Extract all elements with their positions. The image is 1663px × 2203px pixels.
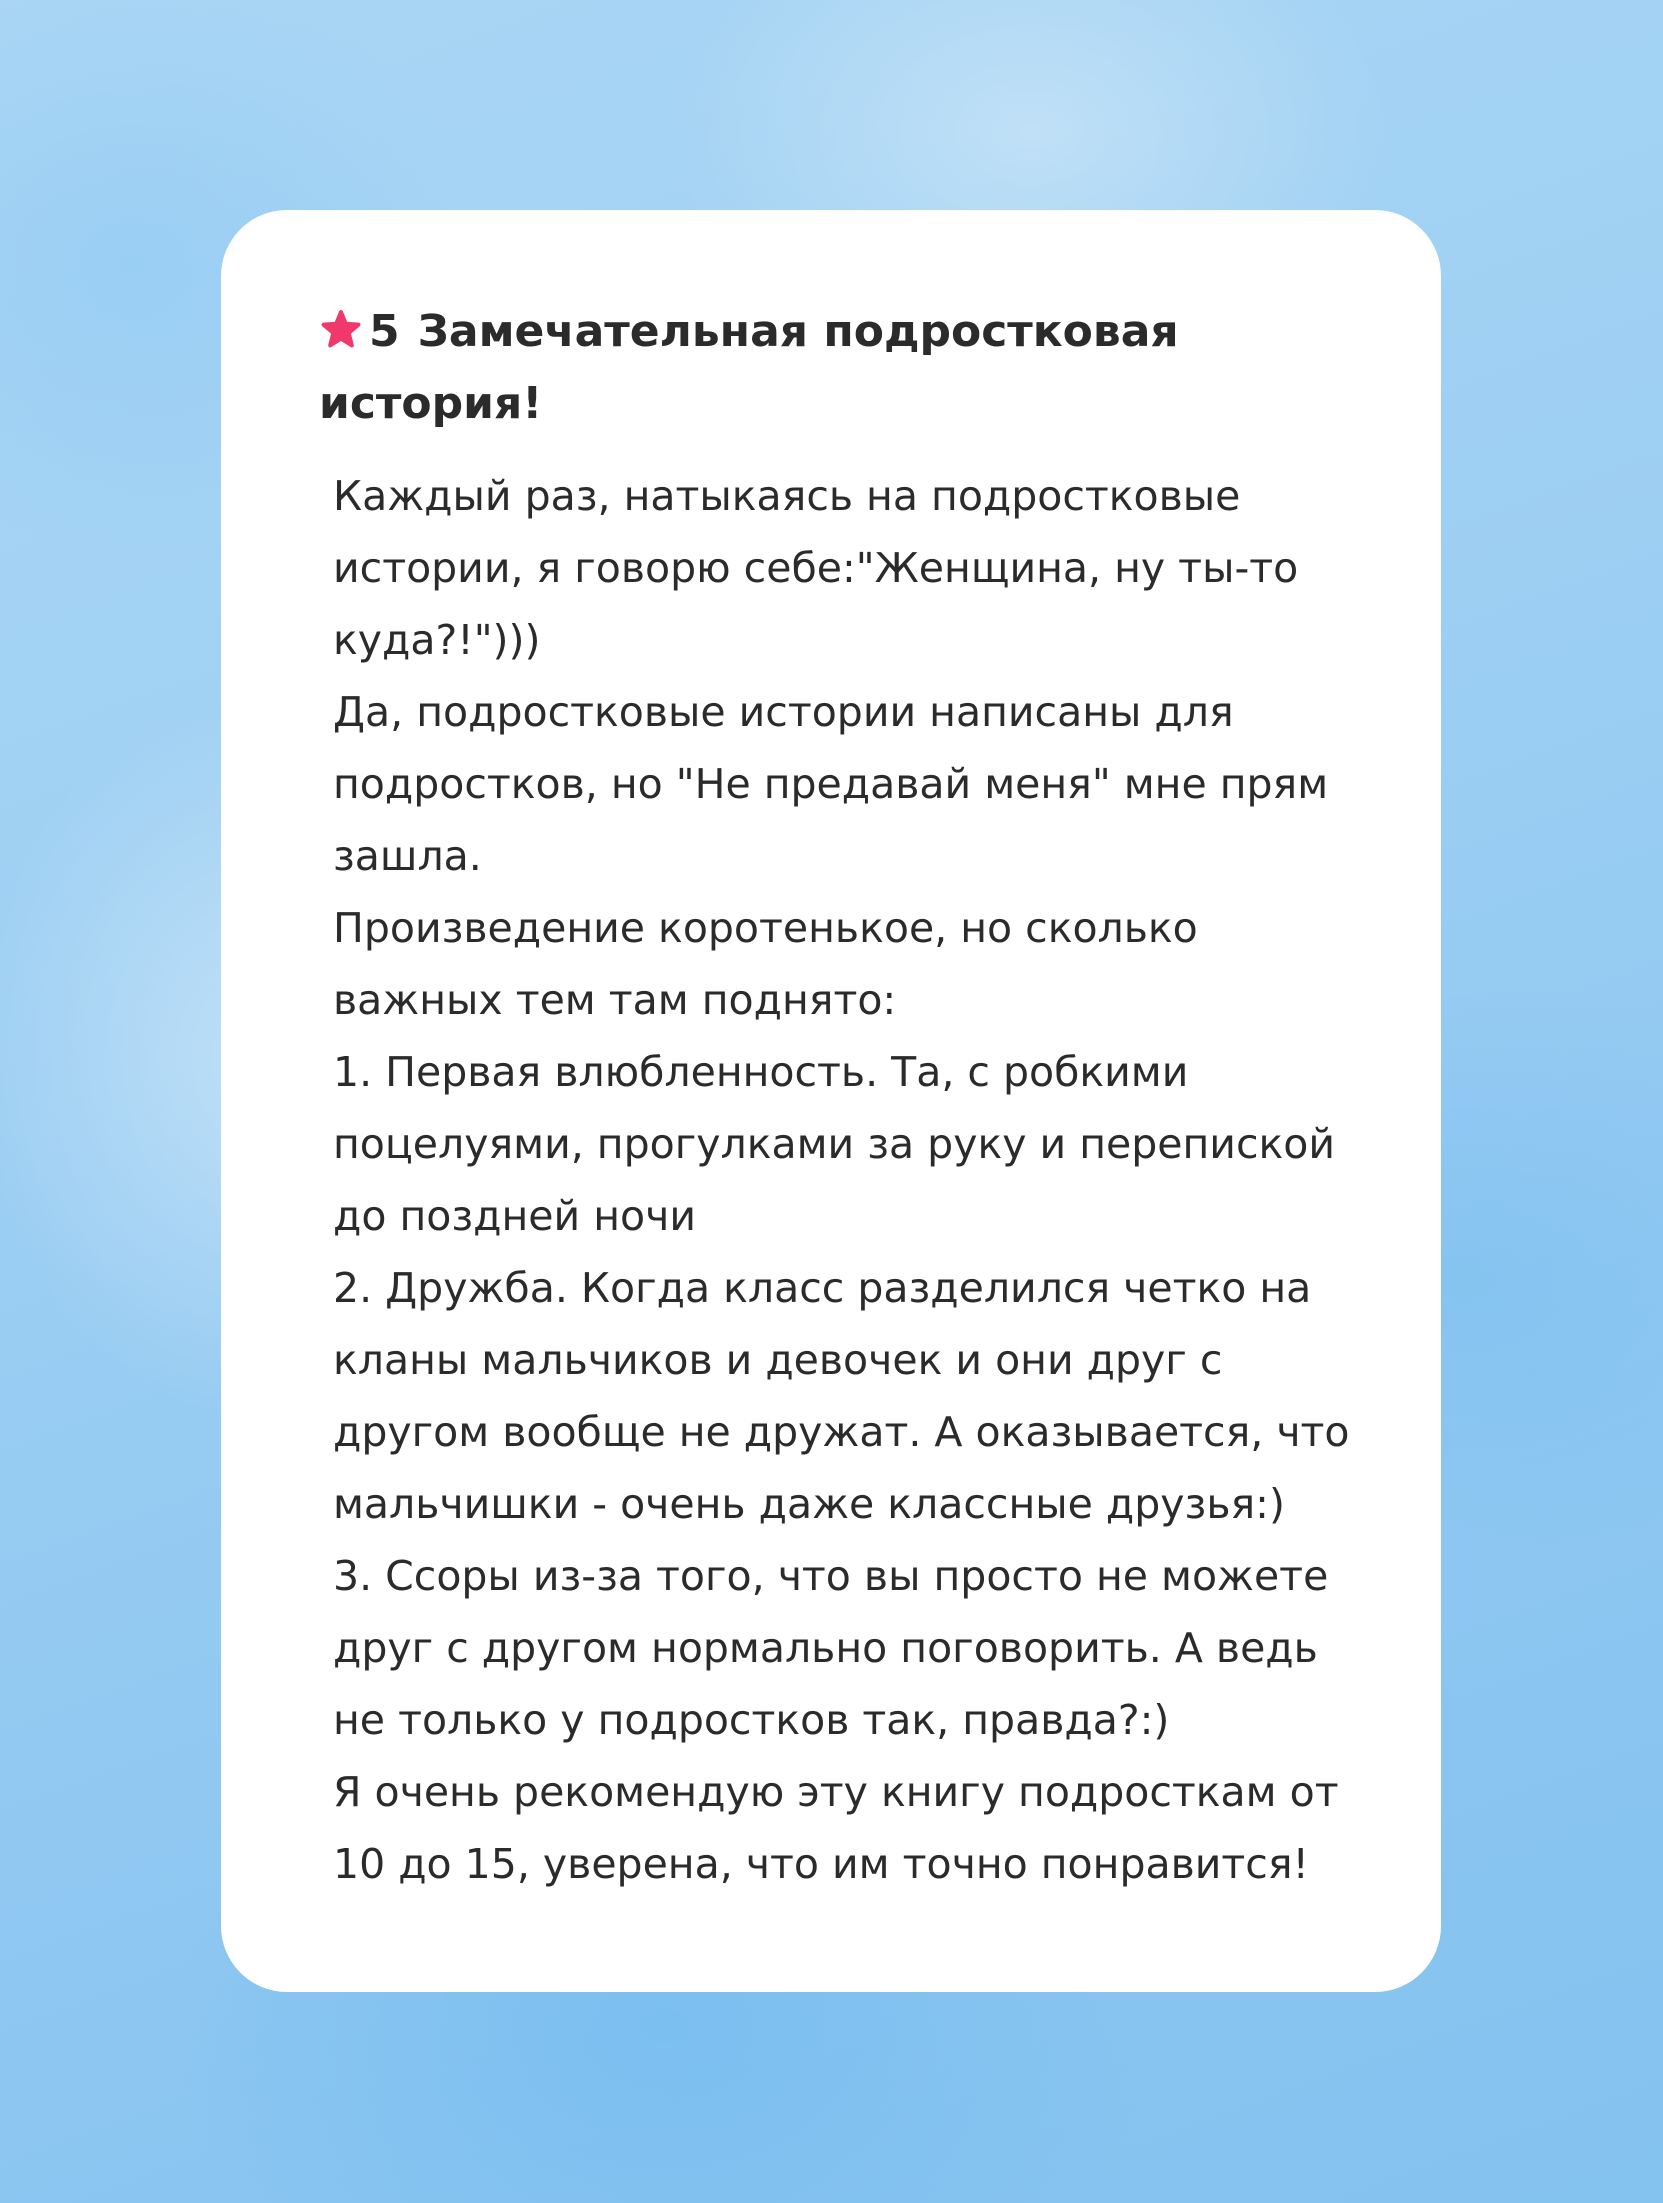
review-line: мальчишки - очень даже классные друзья:) <box>333 1480 1285 1528</box>
review-line: друг с другом нормально поговорить. А ведь <box>333 1624 1318 1672</box>
review-line: не только у подростков так, правда?:) <box>333 1696 1170 1744</box>
review-line: зашла. <box>333 832 482 880</box>
review-line: важных тем там поднято: <box>333 976 897 1024</box>
review-line: до поздней ночи <box>333 1192 696 1240</box>
review-line: 10 до 15, уверена, что им точно понравится! <box>333 1840 1309 1888</box>
review-line: Да, подростковые истории написаны для <box>333 688 1234 736</box>
review-line: подростков, но "Не предавай меня" мне прям <box>333 760 1329 808</box>
review-line: 2. Дружба. Когда класс разделился четко на <box>333 1264 1312 1312</box>
star-icon <box>319 302 363 346</box>
review-line: 1. Первая влюбленность. Та, с робкими <box>333 1048 1189 1096</box>
review-line: истории, я говорю себе:"Женщина, ну ты-то <box>333 544 1299 592</box>
review-line: куда?!"))) <box>333 616 541 664</box>
rating-value: 5 <box>369 306 400 357</box>
review-line: Произведение коротенькое, но сколько <box>333 904 1198 952</box>
review-line: поцелуями, прогулками за руку и перепиской <box>333 1120 1335 1168</box>
review-line: другом вообще не дружат. А оказывается, что <box>333 1408 1350 1456</box>
review-line: 3. Ссоры из-за того, что вы просто не можете <box>333 1552 1329 1600</box>
review-title: Замечательная подростковая история! <box>319 306 1179 429</box>
review-body <box>333 460 1350 1900</box>
review-line: Каждый раз, натыкаясь на подростковые <box>333 472 1241 520</box>
review-card <box>221 210 1441 1992</box>
review-heading <box>319 296 1369 440</box>
review-line: Я очень рекомендую эту книгу подросткам от <box>333 1768 1339 1816</box>
review-line: кланы мальчиков и девочек и они друг с <box>333 1336 1223 1384</box>
